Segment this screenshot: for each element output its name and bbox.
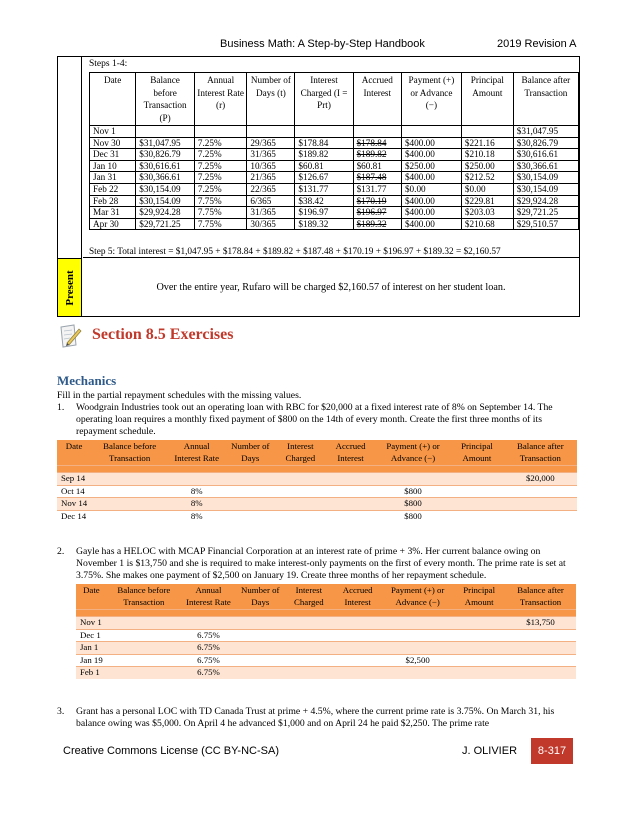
spacer-cell [450, 466, 503, 473]
exercise-col-header: Interest Charged [275, 440, 325, 466]
spacer-cell [325, 466, 375, 473]
exercise-cell[interactable] [236, 642, 285, 655]
steps-cell: $131.77 [353, 183, 401, 195]
steps-cell: $212.52 [461, 172, 513, 184]
spacer-cell [382, 610, 453, 617]
steps-cell: 7.75% [194, 195, 246, 207]
exercise-row [76, 617, 576, 630]
exercise-cell[interactable] [504, 485, 577, 498]
exercise-cell: $20,000 [504, 473, 577, 486]
section-title: Section 8.5 Exercises [92, 326, 234, 343]
steps-cell: 7.25% [194, 160, 246, 172]
exercise-row [76, 642, 576, 655]
exercise-cell[interactable] [453, 667, 505, 679]
exercise-row [76, 667, 576, 679]
present-tab [58, 258, 81, 316]
exercise-cell[interactable] [225, 498, 275, 511]
steps-row [90, 126, 579, 138]
exercise-cell[interactable] [505, 667, 576, 679]
steps-col-header: Payment (+) or Advance (−) [401, 73, 461, 126]
exercise-col-header: Principal Amount [453, 584, 505, 610]
exercise-cell[interactable] [505, 642, 576, 655]
steps-cell: $210.18 [461, 149, 513, 161]
exercise-col-header: Payment (+) or Advance (−) [382, 584, 453, 610]
exercise-cell: 6.75% [181, 667, 236, 679]
steps-col-header: Date [90, 73, 136, 126]
exercise-col-header: Number of Days [236, 584, 285, 610]
exercise-col-header: Accrued Interest [325, 440, 375, 466]
exercise-cell: Feb 1 [76, 667, 107, 679]
exercise-cell[interactable] [325, 485, 375, 498]
steps-cell: $29,721.25 [136, 218, 195, 230]
instructions: Fill in the partial repayment schedules with the missing values. [57, 390, 302, 401]
present-summary: Over the entire year, Rufaro will be charged $2,160.57 of interest on her student loan. [156, 282, 506, 293]
exercise-cell[interactable] [107, 617, 181, 630]
exercise-row [57, 510, 577, 522]
steps-cell: $29,924.28 [513, 195, 578, 207]
exercise-cell: $13,750 [505, 617, 576, 630]
steps-cell: $30,154.09 [513, 183, 578, 195]
steps-cell: Jan 10 [90, 160, 136, 172]
steps-cell: $250.00 [401, 160, 461, 172]
steps-cell: 7.25% [194, 172, 246, 184]
spacer-cell [275, 466, 325, 473]
exercise-1-table [57, 440, 577, 522]
steps-cell: 7.25% [194, 137, 246, 149]
spacer-cell [236, 610, 285, 617]
present-label: Present [63, 269, 76, 306]
exercise-cell: $800 [376, 485, 451, 498]
exercise-cell[interactable] [236, 629, 285, 642]
exercise-row [57, 498, 577, 511]
exercise-cell: $800 [376, 510, 451, 522]
steps-cell: $30,154.09 [513, 172, 578, 184]
steps-cell: 31/365 [247, 207, 295, 219]
exercise-cell[interactable] [236, 654, 285, 667]
exercise-cell[interactable] [505, 654, 576, 667]
exercise-cell: Oct 14 [57, 485, 91, 498]
exercise-cell[interactable] [333, 617, 382, 630]
exercise-cell[interactable] [376, 473, 451, 486]
steps-cell [461, 126, 513, 138]
exercise-cell[interactable] [382, 617, 453, 630]
exercise-col-header: Accrued Interest [333, 584, 382, 610]
divider [83, 257, 579, 258]
steps-row [90, 149, 579, 161]
steps-cell [353, 126, 401, 138]
steps-cell: $178.84 [295, 137, 353, 149]
steps-cell: 6/365 [247, 195, 295, 207]
exercise-row [57, 473, 577, 486]
exercise-cell: Jan 1 [76, 642, 107, 655]
exercise-cell: 6.75% [181, 654, 236, 667]
exercise-cell[interactable] [325, 498, 375, 511]
exercise-3-number: 3. [57, 706, 65, 717]
steps-table [89, 72, 579, 230]
exercise-col-header: Annual Interest Rate [168, 440, 225, 466]
exercise-cell[interactable] [285, 642, 334, 655]
exercise-col-header: Balance after Transaction [504, 440, 577, 466]
exercise-col-header: Balance before Transaction [107, 584, 181, 610]
spacer-cell [505, 610, 576, 617]
pencil-icon [58, 323, 82, 349]
exercise-cell[interactable] [453, 654, 505, 667]
spacer-cell [76, 610, 107, 617]
steps-cell: $31,047.95 [136, 137, 195, 149]
exercise-cell[interactable] [285, 654, 334, 667]
spacer-cell [453, 610, 505, 617]
header-spacer-row [76, 610, 576, 617]
steps-col-header: Principal Amount [461, 73, 513, 126]
exercise-cell: 8% [168, 510, 225, 522]
exercise-cell[interactable] [382, 667, 453, 679]
steps-cell: $126.67 [295, 172, 353, 184]
steps-label: Steps 1-4: [89, 59, 128, 69]
exercise-cell: 6.75% [181, 642, 236, 655]
steps-col-header: Number of Days (t) [247, 73, 295, 126]
exercise-col-header: Balance before Transaction [91, 440, 168, 466]
spacer-cell [107, 610, 181, 617]
steps-cell: $189.32 [353, 218, 401, 230]
steps-cell: $170.19 [353, 195, 401, 207]
steps-cell: $196.97 [353, 207, 401, 219]
steps-cell: 7.25% [194, 183, 246, 195]
steps-cell: $400.00 [401, 218, 461, 230]
steps-cell [247, 126, 295, 138]
steps-cell: $30,154.09 [136, 195, 195, 207]
exercise-cell[interactable] [450, 510, 503, 522]
exercise-cell: Dec 14 [57, 510, 91, 522]
exercise-cell[interactable] [382, 642, 453, 655]
steps-cell: $187.48 [353, 172, 401, 184]
exercise-cell[interactable] [505, 629, 576, 642]
exercise-cell[interactable] [236, 617, 285, 630]
exercise-cell: $800 [376, 498, 451, 511]
exercise-cell[interactable] [225, 473, 275, 486]
exercise-cell[interactable] [107, 667, 181, 679]
steps-cell: $189.82 [353, 149, 401, 161]
exercise-cell[interactable] [91, 485, 168, 498]
header-spacer-row [57, 466, 577, 473]
steps-cell: 21/365 [247, 172, 295, 184]
steps-cell [295, 126, 353, 138]
exercise-cell: Jan 19 [76, 654, 107, 667]
steps-cell: 7.25% [194, 149, 246, 161]
exercise-cell[interactable] [91, 473, 168, 486]
steps-row [90, 218, 579, 230]
steps-cell: 31/365 [247, 149, 295, 161]
exercise-cell[interactable] [450, 485, 503, 498]
exercise-cell: Nov 1 [76, 617, 107, 630]
footer-license: Creative Commons License (CC BY-NC-SA) [63, 745, 279, 757]
exercise-col-header: Annual Interest Rate [181, 584, 236, 610]
steps-cell: $131.77 [295, 183, 353, 195]
spacer-cell [168, 466, 225, 473]
steps-cell: $30,154.09 [136, 183, 195, 195]
exercise-cell: $2,500 [382, 654, 453, 667]
exercise-cell[interactable] [91, 498, 168, 511]
exercise-cell: 6.75% [181, 629, 236, 642]
steps-row [90, 183, 579, 195]
exercise-cell[interactable] [453, 629, 505, 642]
exercise-1-number: 1. [57, 402, 65, 413]
exercise-col-header: Interest Charged [285, 584, 334, 610]
steps-col-header: Balance before Transaction (P) [136, 73, 195, 126]
steps-cell [401, 126, 461, 138]
exercise-cell[interactable] [225, 510, 275, 522]
steps-cell: 10/365 [247, 160, 295, 172]
steps-cell: $30,616.61 [513, 149, 578, 161]
spacer-cell [181, 610, 236, 617]
steps-cell: $30,616.61 [136, 160, 195, 172]
exercise-cell[interactable] [91, 510, 168, 522]
steps-cell: $400.00 [401, 195, 461, 207]
spacer-cell [376, 466, 451, 473]
steps-cell: $189.32 [295, 218, 353, 230]
exercise-col-header: Balance after Transaction [505, 584, 576, 610]
exercise-col-header: Payment (+) or Advance (−) [376, 440, 451, 466]
exercise-cell[interactable] [382, 629, 453, 642]
spacer-cell [57, 466, 91, 473]
exercise-cell[interactable] [504, 498, 577, 511]
exercise-cell: 8% [168, 485, 225, 498]
step5-text: Step 5: Total interest = $1,047.95 + $178.84 + $189.82 + $187.48 + $170.19 + $196.97 + $189.32 = $2,160.57 [89, 247, 501, 257]
steps-row [90, 195, 579, 207]
steps-cell: Nov 30 [90, 137, 136, 149]
steps-row [90, 160, 579, 172]
steps-cell: $31,047.95 [513, 126, 578, 138]
spacer-cell [91, 466, 168, 473]
steps-cell: $60.81 [353, 160, 401, 172]
exercise-cell[interactable] [181, 617, 236, 630]
steps-cell: $38.42 [295, 195, 353, 207]
example-left-bar [58, 57, 82, 316]
exercise-cell[interactable] [325, 510, 375, 522]
spacer-cell [504, 466, 577, 473]
steps-cell: $400.00 [401, 137, 461, 149]
exercise-cell[interactable] [333, 667, 382, 679]
exercise-cell[interactable] [450, 498, 503, 511]
steps-cell: $203.03 [461, 207, 513, 219]
steps-cell: $210.68 [461, 218, 513, 230]
page-number: 8-317 [531, 738, 573, 764]
exercise-cell[interactable] [107, 654, 181, 667]
exercise-cell[interactable] [275, 473, 325, 486]
exercise-cell[interactable] [450, 473, 503, 486]
example-box [57, 56, 580, 317]
header-title: Business Math: A Step-by-Step Handbook [220, 38, 425, 50]
steps-cell: $29,721.25 [513, 207, 578, 219]
exercise-cell: Nov 14 [57, 498, 91, 511]
exercise-cell[interactable] [236, 667, 285, 679]
steps-cell: $0.00 [461, 183, 513, 195]
steps-cell: $29,510.57 [513, 218, 578, 230]
spacer-cell [333, 610, 382, 617]
exercise-cell[interactable] [168, 473, 225, 486]
exercise-col-header: Principal Amount [450, 440, 503, 466]
exercise-cell[interactable] [107, 629, 181, 642]
exercise-cell[interactable] [285, 629, 334, 642]
steps-cell: $250.00 [461, 160, 513, 172]
steps-cell: $30,826.79 [136, 149, 195, 161]
steps-cell: $30,826.79 [513, 137, 578, 149]
exercise-cell[interactable] [325, 473, 375, 486]
exercise-1-text: Woodgrain Industries took out an operating loan with RBC for $20,000 at a fixed interest rate of 8% on September 14. The operating loan requires a monthly fixed payment of $800 on the 14th of every month. Create the first three months of its repayment schedule. [76, 402, 553, 438]
exercise-cell: Sep 14 [57, 473, 91, 486]
steps-cell: $400.00 [401, 172, 461, 184]
steps-cell: Dec 31 [90, 149, 136, 161]
steps-cell: $178.84 [353, 137, 401, 149]
steps-cell: 29/365 [247, 137, 295, 149]
spacer-cell [225, 466, 275, 473]
steps-cell: $189.82 [295, 149, 353, 161]
exercise-row [76, 654, 576, 667]
steps-cell: $400.00 [401, 149, 461, 161]
exercise-cell[interactable] [225, 485, 275, 498]
exercise-cell[interactable] [285, 617, 334, 630]
steps-cell: 30/365 [247, 218, 295, 230]
steps-col-header: Annual Interest Rate (r) [194, 73, 246, 126]
steps-cell: $30,366.61 [136, 172, 195, 184]
steps-cell: Mar 31 [90, 207, 136, 219]
steps-cell [136, 126, 195, 138]
steps-cell: $229.81 [461, 195, 513, 207]
exercise-cell[interactable] [333, 654, 382, 667]
exercise-cell[interactable] [275, 510, 325, 522]
mechanics-title: Mechanics [57, 373, 117, 388]
steps-cell: 7.75% [194, 207, 246, 219]
header-revision: 2019 Revision A [497, 38, 577, 50]
steps-row [90, 207, 579, 219]
steps-cell: Nov 1 [90, 126, 136, 138]
exercise-cell: Dec 1 [76, 629, 107, 642]
exercise-cell[interactable] [285, 667, 334, 679]
spacer-cell [285, 610, 334, 617]
exercise-row [76, 629, 576, 642]
exercise-cell[interactable] [275, 485, 325, 498]
steps-cell: 22/365 [247, 183, 295, 195]
exercise-2-text: Gayle has a HELOC with MCAP Financial Corporation at an interest rate of prime + 3%. Her current balance owing on November 1 is $13,750 and she is required to make interest-only payments on the first of every month. The prime rate is set at 3.75%. She makes one payment of $2,500 on January 19. Create three months of her repayment schedule. [76, 546, 566, 582]
footer-author: J. OLIVIER [462, 745, 518, 757]
steps-col-header: Accrued Interest [353, 73, 401, 126]
steps-cell: $400.00 [401, 207, 461, 219]
exercise-cell[interactable] [333, 642, 382, 655]
exercise-cell[interactable] [453, 617, 505, 630]
steps-col-header: Balance after Transaction [513, 73, 578, 126]
steps-row [90, 172, 579, 184]
steps-cell: Jan 31 [90, 172, 136, 184]
exercise-cell[interactable] [504, 510, 577, 522]
steps-cell: $196.97 [295, 207, 353, 219]
exercise-cell[interactable] [275, 498, 325, 511]
steps-col-header: Interest Charged (I = Prt) [295, 73, 353, 126]
exercise-cell[interactable] [453, 642, 505, 655]
exercise-col-header: Date [57, 440, 91, 466]
steps-cell: 7.75% [194, 218, 246, 230]
exercise-cell[interactable] [333, 629, 382, 642]
exercise-cell: 8% [168, 498, 225, 511]
steps-cell [194, 126, 246, 138]
exercise-cell[interactable] [107, 642, 181, 655]
steps-cell: $29,924.28 [136, 207, 195, 219]
exercise-col-header: Date [76, 584, 107, 610]
steps-cell: Feb 22 [90, 183, 136, 195]
steps-cell: $60.81 [295, 160, 353, 172]
exercise-2-table [76, 584, 576, 679]
steps-cell: $221.16 [461, 137, 513, 149]
steps-cell: $30,366.61 [513, 160, 578, 172]
steps-cell: Feb 28 [90, 195, 136, 207]
exercise-3-text: Grant has a personal LOC with TD Canada Trust at prime + 4.5%, where the current prime rate is 3.75%. On March 31, his balance owing was $5,000. On April 4 he advanced $1,000 and on April 24 he paid $2,250. The prime rate [76, 706, 555, 730]
exercise-2-number: 2. [57, 546, 65, 557]
exercise-row [57, 485, 577, 498]
steps-row [90, 137, 579, 149]
steps-cell: $0.00 [401, 183, 461, 195]
steps-cell: Apr 30 [90, 218, 136, 230]
exercise-col-header: Number of Days [225, 440, 275, 466]
